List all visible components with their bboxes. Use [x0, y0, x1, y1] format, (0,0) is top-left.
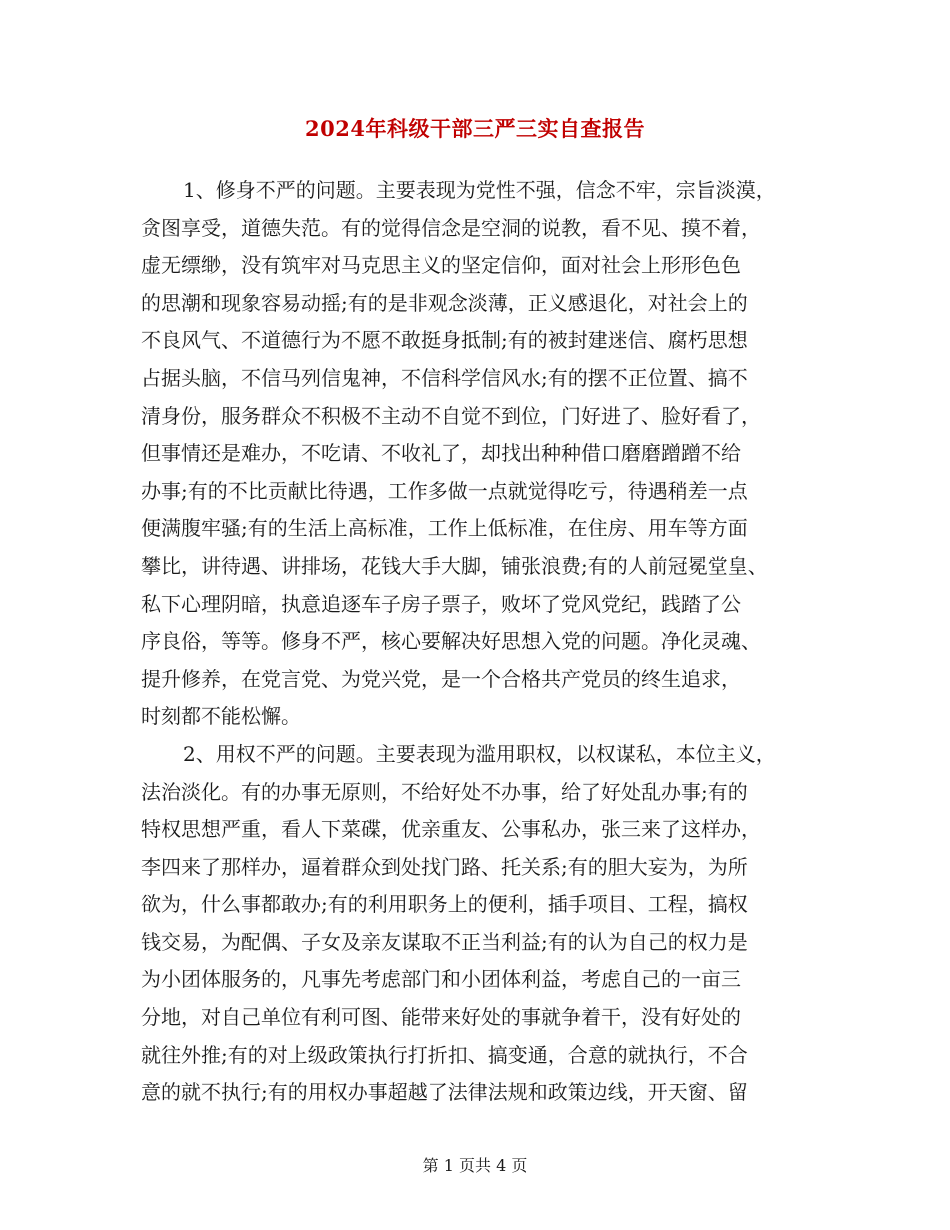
- text-line: 特权思想严重，看人下菜碟，优亲重友、公事私办，张三来了这样办，: [141, 817, 761, 842]
- text-line: 不良风气、不道德行为不愿不敢挺身抵制;有的被封建迷信、腐朽思想: [141, 328, 748, 353]
- paragraph-2: [141, 736, 821, 1112]
- document-title: 2024年科级干部三严三实自查报告: [305, 116, 645, 141]
- paragraph-1: [141, 172, 821, 736]
- text-line: 李四来了那样办，逼着群众到处找门路、托关系;有的胆大妄为，为所: [141, 854, 748, 879]
- text-line: 贪图享受，道德失范。有的觉得信念是空洞的说教，看不见、摸不着，: [141, 215, 761, 240]
- text-line: 时刻都不能松懈。: [141, 704, 301, 729]
- document-body: [141, 172, 821, 1112]
- text-line: 清身份，服务群众不积极不主动不自觉不到位，门好进了、脸好看了，: [141, 403, 761, 428]
- text-line: 序良俗，等等。修身不严，核心要解决好思想入党的问题。净化灵魂、: [141, 629, 761, 654]
- page-footer: 第 1 页共 4 页: [422, 1156, 528, 1175]
- text-line: 攀比，讲待遇、讲排场，花钱大手大脚，铺张浪费;有的人前冠冕堂皇、: [141, 553, 768, 578]
- text-line: 分地，对自己单位有利可图、能带来好处的事就争着干，没有好处的: [141, 1005, 741, 1030]
- text-line: 提升修养，在党言党、为党兴党，是一个合格共产党员的终生追求，: [141, 666, 741, 691]
- text-line: 为小团体服务的，凡事先考虑部门和小团体利益，考虑自己的一亩三: [141, 967, 741, 992]
- text-line: 虚无缥缈，没有筑牢对马克思主义的坚定信仰，面对社会上形形色色: [141, 253, 741, 278]
- text-line: 私下心理阴暗，执意追逐车子房子票子，败坏了党风党纪，践踏了公: [141, 591, 741, 616]
- text-line: 但事情还是难办，不吃请、不收礼了，却找出种种借口磨磨蹭蹭不给: [141, 441, 741, 466]
- text-line: 的思潮和现象容易动摇;有的是非观念淡薄，正义感退化，对社会上的: [141, 290, 748, 315]
- text-line: 就往外推;有的对上级政策执行打折扣、搞变通，合意的就执行，不合: [141, 1042, 748, 1067]
- text-line: 便满腹牢骚;有的生活上高标准，工作上低标准，在住房、用车等方面: [141, 516, 748, 541]
- text-line: 占据头脑，不信马列信鬼神，不信科学信风水;有的摆不正位置、搞不: [141, 365, 748, 390]
- text-line: 意的就不执行;有的用权办事超越了法律法规和政策边线，开天窗、留: [141, 1080, 748, 1105]
- text-line: 欲为，什么事都敢办;有的利用职务上的便利，插手项目、工程，搞权: [141, 892, 748, 917]
- text-line: 办事;有的不比贡献比待遇，工作多做一点就觉得吃亏，待遇稍差一点: [141, 478, 748, 503]
- text-line: 法治淡化。有的办事无原则，不给好处不办事，给了好处乱办事;有的: [141, 779, 748, 804]
- text-line: 钱交易，为配偶、子女及亲友谋取不正当利益;有的认为自己的权力是: [141, 929, 748, 954]
- text-line: 2、用权不严的问题。主要表现为滥用职权，以权谋私，本位主义，: [183, 741, 776, 766]
- text-line: 1、修身不严的问题。主要表现为党性不强，信念不牢，宗旨淡漠，: [183, 178, 776, 202]
